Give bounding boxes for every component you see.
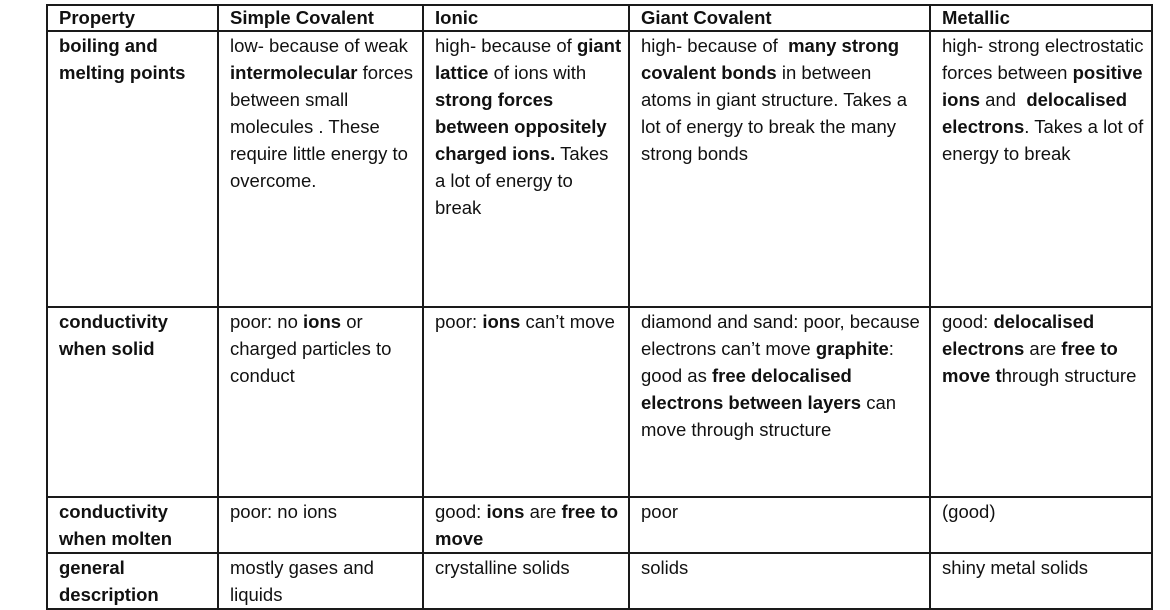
text-run: poor: no ions xyxy=(230,501,337,522)
row-label-line: boiling and xyxy=(59,35,158,56)
text-run: solids xyxy=(641,557,689,578)
row-label xyxy=(47,307,218,497)
cell-giant-covalent xyxy=(629,307,930,497)
properties-table xyxy=(46,4,1153,610)
text-run: crystalline solids xyxy=(435,557,570,578)
bold-text-run: intermolecular xyxy=(230,62,358,83)
row-label-line: general xyxy=(59,557,125,578)
text-run: good: xyxy=(435,501,487,522)
bold-text-run: delocalised electrons xyxy=(942,311,1100,359)
row-label-line: conductivity xyxy=(59,311,168,332)
text-run: mostly gases and liquids xyxy=(230,557,380,605)
row-label-line: when solid xyxy=(59,338,155,359)
row-label-line: description xyxy=(59,584,159,605)
header-metallic: Metallic xyxy=(930,5,1152,31)
bold-text-run: ions xyxy=(303,311,342,332)
bold-text-run: graphite xyxy=(815,338,889,359)
row-label-line: conductivity xyxy=(59,501,168,522)
cell-simple-covalent xyxy=(218,31,423,307)
text-run: shiny metal solids xyxy=(942,557,1089,578)
cell-metallic xyxy=(930,553,1152,609)
header-giant-covalent: Giant Covalent xyxy=(629,5,930,31)
cell-giant-covalent xyxy=(629,497,930,553)
text-run: . Takes a lot of energy to break xyxy=(942,116,1149,164)
row-label xyxy=(47,31,218,307)
bold-text-run: positive ions xyxy=(942,62,1148,110)
bold-text-run: free to move xyxy=(435,501,624,549)
cell-giant-covalent xyxy=(629,553,930,609)
text-run: of ions with xyxy=(488,62,592,83)
table-row xyxy=(47,553,1152,609)
text-run: are xyxy=(524,501,562,522)
bold-text-run: free to move t xyxy=(942,338,1123,386)
text-run: poor: xyxy=(435,311,483,332)
bold-text-run: free delocalised electrons between layers xyxy=(641,365,862,413)
text-run: hrough structure xyxy=(1001,365,1137,386)
cell-giant-covalent xyxy=(629,31,930,307)
bold-text-run: strong forces between oppositely charged ions. xyxy=(435,89,612,164)
table-row xyxy=(47,497,1152,553)
text-run: low- because of weak xyxy=(230,35,414,56)
text-run: high- because of xyxy=(435,35,577,56)
cell-metallic xyxy=(930,307,1152,497)
text-run: can move through structure xyxy=(641,392,902,440)
cell-ionic xyxy=(423,307,629,497)
row-label xyxy=(47,553,218,609)
text-run: are xyxy=(1024,338,1062,359)
cell-ionic xyxy=(423,553,629,609)
header-simple-covalent: Simple Covalent xyxy=(218,5,423,31)
text-run: Takes a lot of energy to break xyxy=(435,143,614,218)
text-run: in between atoms in giant structure. Takes a lot of energy to break the many strong bonds xyxy=(641,62,913,164)
cell-ionic xyxy=(423,497,629,553)
row-label-line: when molten xyxy=(59,528,173,549)
text-run: and xyxy=(980,89,1027,110)
text-run: high- strong electrostatic forces between xyxy=(942,35,1149,83)
text-run: : good as xyxy=(641,338,900,386)
bold-text-run: ions xyxy=(482,311,521,332)
header-row xyxy=(47,5,1152,31)
bold-text-run: giant lattice xyxy=(435,35,627,83)
cell-simple-covalent xyxy=(218,553,423,609)
row-label xyxy=(47,497,218,553)
bold-text-run: ions xyxy=(486,501,525,522)
cell-metallic xyxy=(930,497,1152,553)
text-run: can’t move xyxy=(520,311,615,332)
row-label-line: melting points xyxy=(59,62,186,83)
text-run: poor: no xyxy=(230,311,304,332)
header-property: Property xyxy=(47,5,218,31)
text-run: poor xyxy=(641,501,679,522)
text-run: high- because of xyxy=(641,35,789,56)
text-run: or charged particles to conduct xyxy=(230,311,397,386)
bold-text-run: delocalised electrons xyxy=(942,89,1133,137)
text-run: forces between small molecules . These require little energy to overcome. xyxy=(230,62,419,191)
table-row xyxy=(47,31,1152,307)
text-run: good: xyxy=(942,311,994,332)
header-ionic: Ionic xyxy=(423,5,629,31)
text-run: diamond and sand: poor, because electrons can’t move xyxy=(641,311,925,359)
cell-simple-covalent xyxy=(218,307,423,497)
text-run: (good) xyxy=(942,501,996,522)
table-row xyxy=(47,307,1152,497)
cell-metallic xyxy=(930,31,1152,307)
cell-simple-covalent xyxy=(218,497,423,553)
bold-text-run: many strong covalent bonds xyxy=(641,35,905,83)
cell-ionic xyxy=(423,31,629,307)
